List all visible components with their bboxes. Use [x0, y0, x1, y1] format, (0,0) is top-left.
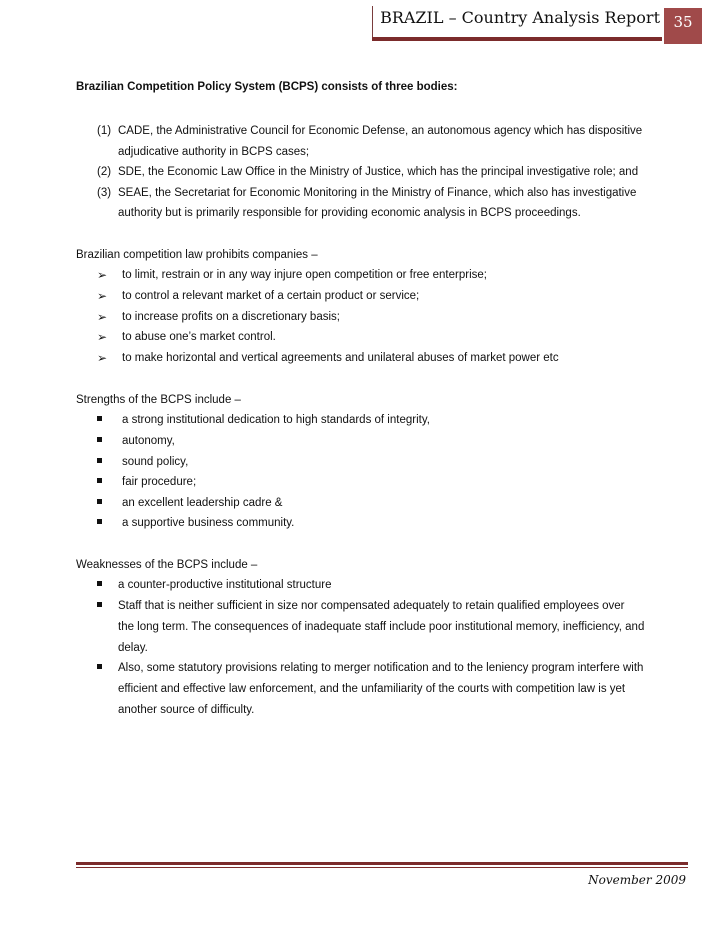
weaknesses-item-3-line-1: Also, some statutory provisions relating to merger notification and to the leniency program interfere with [118, 662, 644, 674]
prohibits-item: to make horizontal and vertical agreements and unilateral abuses of market power etc [122, 352, 559, 364]
prohibits-item: to abuse one’s market control. [122, 331, 276, 343]
square-bullet-icon [97, 602, 102, 607]
bcps-item-3-line-1: SEAE, the Secretariat for Economic Monitoring in the Ministry of Finance, which also has investigative [118, 187, 637, 199]
prohibits-item: to limit, restrain or in any way injure open competition or free enterprise; [122, 269, 487, 281]
square-bullet-icon [97, 581, 102, 586]
strengths-item: fair procedure; [122, 476, 197, 488]
weaknesses-item-3-line-3: another source of difficulty. [118, 704, 255, 716]
arrow-bullet-icon: ➢ [97, 268, 108, 282]
bcps-item-2-line-1: SDE, the Economic Law Office in the Ministry of Justice, which has the principal investigative role; and [118, 166, 639, 178]
prohibits-heading: Brazilian competition law prohibits companies – [76, 249, 318, 261]
footer-date: November 2009 [588, 873, 686, 887]
arrow-bullet-icon: ➢ [97, 289, 108, 303]
bcps-item-1-line-1: CADE, the Administrative Council for Economic Defense, an autonomous agency which has dispositive [118, 125, 643, 137]
prohibits-item: to increase profits on a discretionary basis; [122, 311, 340, 323]
strengths-item: autonomy, [122, 435, 175, 447]
square-bullet-icon [97, 458, 102, 463]
square-bullet-icon [97, 499, 102, 504]
bcps-item-3-number: (3) [97, 187, 112, 199]
weaknesses-item-2-line-2: the long term. The consequences of inadequate staff include poor institutional memory, inefficiency, and [118, 621, 645, 633]
strengths-item: a strong institutional dedication to high standards of integrity, [122, 414, 430, 426]
header-title: BRAZIL – Country Analysis Report [380, 8, 660, 27]
arrow-bullet-icon: ➢ [97, 310, 108, 324]
prohibits-item: to control a relevant market of a certain product or service; [122, 290, 420, 302]
bcps-item-1-line-2: adjudicative authority in BCPS cases; [118, 146, 310, 158]
weaknesses-item-2-line-1: Staff that is neither sufficient in size nor compensated adequately to retain qualified employees over [118, 600, 625, 612]
square-bullet-icon [97, 437, 102, 442]
footer-rule-thick [76, 862, 688, 865]
bcps-item-3-line-2: authority but is primarily responsible for providing economic analysis in BCPS proceedings. [118, 207, 581, 219]
arrow-bullet-icon: ➢ [97, 351, 108, 365]
strengths-item: an excellent leadership cadre & [122, 497, 283, 509]
square-bullet-icon [97, 664, 102, 669]
strengths-heading: Strengths of the BCPS include – [76, 394, 241, 406]
bcps-heading: Brazilian Competition Policy System (BCPS) consists of three bodies: [76, 81, 458, 93]
square-bullet-icon [97, 416, 102, 421]
bcps-item-2-number: (2) [97, 166, 112, 178]
strengths-item: a supportive business community. [122, 517, 295, 529]
weaknesses-item-1-line-1: a counter-productive institutional structure [118, 579, 332, 591]
weaknesses-item-3-line-2: efficient and effective law enforcement, and the unfamiliarity of the courts with competition law is yet [118, 683, 626, 695]
square-bullet-icon [97, 519, 102, 524]
arrow-bullet-icon: ➢ [97, 330, 108, 344]
page-number-badge: 35 [664, 8, 702, 44]
strengths-item: sound policy, [122, 456, 189, 468]
square-bullet-icon [97, 478, 102, 483]
weaknesses-heading: Weaknesses of the BCPS include – [76, 559, 258, 571]
footer-rule-thin [76, 867, 688, 868]
bcps-item-1-number: (1) [97, 125, 112, 137]
weaknesses-item-2-line-3: delay. [118, 642, 148, 654]
header-rule [372, 37, 662, 41]
